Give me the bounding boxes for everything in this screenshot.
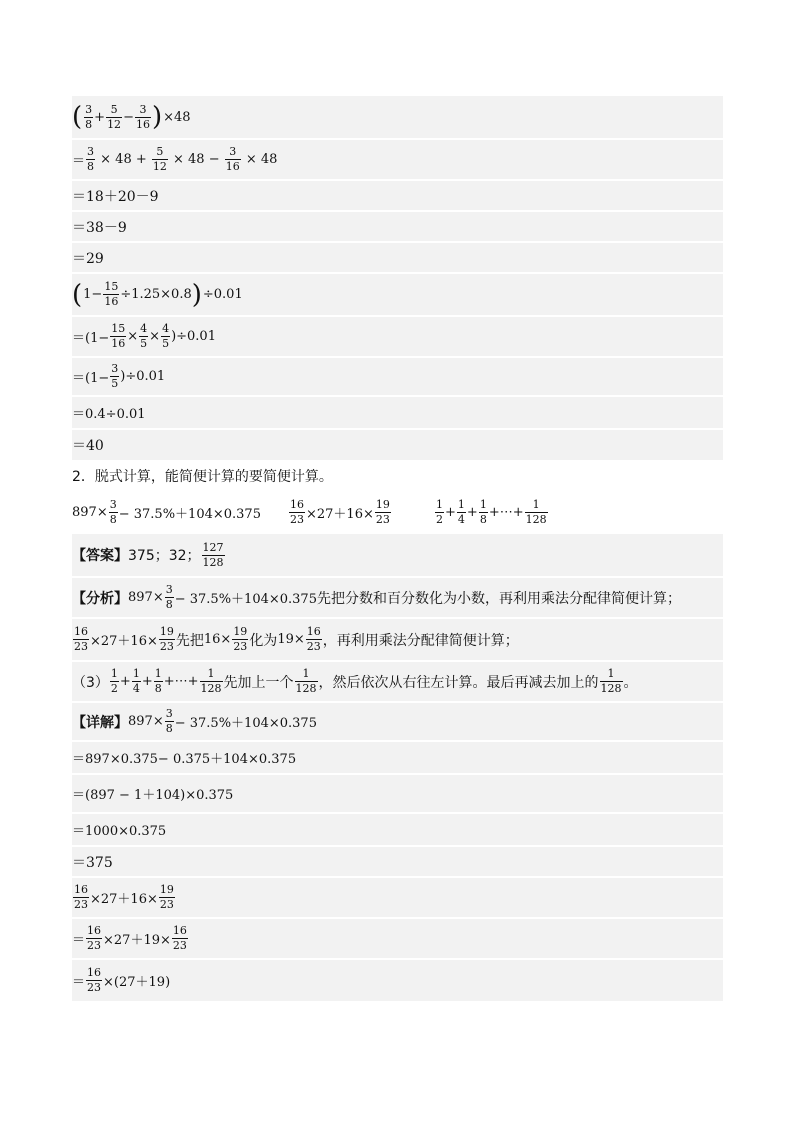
analysis-line-2: $\frac{16}{23}$ ×27＋16× $\frac{19}{23}$ 先把 16× $\frac{19}{23}$ 化为 19× $\frac{16}{23}$ ，再利用乘法分配律简便计算； — [72, 618, 723, 660]
calc-line-1: ( $\frac{3}{8}$ + $\frac{5}{12}$ − $\frac{3}{16}$ ) ×48 — [72, 96, 723, 138]
question-2-expressions — [72, 492, 723, 532]
fraction: $\frac{16}{23}$ — [87, 924, 102, 952]
fraction: $\frac{3}{8}$ — [87, 145, 95, 173]
fraction: $\frac{1}{128}$ — [525, 497, 547, 526]
fraction: $\frac{3}{8}$ — [165, 707, 173, 735]
detail-line-7: ＝ $\frac{16}{23}$ ×27＋19× $\frac{16}{23}$ — [72, 918, 723, 958]
answer-line: 【答案】 375；32； $\frac{127}{128}$ — [72, 534, 723, 576]
analysis-line-3: （3） $\frac{1}{2}$ + $\frac{1}{4}$ + $\frac{1}{8}$ +⋯+ $\frac{1}{128}$ 先加上一个 $\frac{1}{128}$ ，然后依次从右往左计算。最后再减去加上的 $\frac{1}{128}$ 。 — [72, 661, 723, 701]
fraction: $\frac{1}{128}$ — [295, 667, 317, 695]
fraction: $\frac{1}{8}$ — [154, 667, 162, 695]
detail-line-2: ＝897×0.375− 0.375＋104×0.375 — [72, 741, 723, 773]
detail-line-3: ＝(897 − 1＋104)×0.375 — [72, 774, 723, 812]
fraction: $\frac{15}{16}$ — [104, 280, 119, 308]
fraction: $\frac{19}{23}$ — [159, 625, 174, 653]
fraction: $\frac{1}{128}$ — [600, 667, 622, 695]
calc-line-9: ＝0.4÷0.01 — [72, 396, 723, 428]
left-paren: ( — [72, 102, 83, 132]
calc-line-2: ＝ $\frac{3}{8}$ × 48 + $\frac{5}{12}$ × 48 − $\frac{3}{16}$ × 48 — [72, 139, 723, 179]
detail-line-8: ＝ $\frac{16}{23}$ ×(27＋19) — [72, 959, 723, 1001]
detail-line-4: ＝1000×0.375 — [72, 813, 723, 845]
calc-line-4: ＝38－9 — [72, 211, 723, 241]
fraction: $\frac{3}{5}$ — [111, 362, 119, 390]
fraction: $\frac{5}{12}$ — [152, 145, 167, 173]
fraction: $\frac{3}{16}$ — [225, 145, 240, 173]
calc-line-5: ＝29 — [72, 242, 723, 272]
detail-line-5: ＝375 — [72, 846, 723, 876]
calc-line-8: ＝(1− $\frac{3}{5}$ )÷0.01 — [72, 357, 723, 395]
fraction: $\frac{4}{5}$ — [140, 322, 148, 350]
fraction: $\frac{16}{23}$ — [290, 497, 304, 526]
analysis-line-1: 【分析】 897× $\frac{3}{8}$ − 37.5%＋104×0.375 先把分数和百分数化为小数，再利用乘法分配律简便计算； — [72, 577, 723, 617]
fraction: $\frac{1}{2}$ — [110, 667, 118, 695]
expression-1: 897× $\frac{3}{8}$ − 37.5%＋104×0.375 — [72, 497, 261, 526]
fraction: $\frac{3}{8}$ — [109, 497, 117, 526]
fraction: $\frac{16}{23}$ — [74, 625, 88, 653]
fraction: $\frac{5}{12}$ — [107, 102, 122, 131]
right-paren: ) — [191, 279, 202, 310]
fraction: $\frac{16}{23}$ — [172, 924, 187, 952]
fraction: $\frac{3}{8}$ — [165, 583, 173, 611]
detail-line-1: 【详解】 897× $\frac{3}{8}$ − 37.5%＋104×0.375 — [72, 702, 723, 740]
calc-line-10: ＝40 — [72, 429, 723, 460]
fraction: $\frac{1}{8}$ — [479, 497, 487, 526]
fraction: $\frac{16}{23}$ — [74, 883, 88, 911]
fraction: $\frac{19}{23}$ — [375, 497, 390, 526]
fraction: $\frac{16}{23}$ — [87, 966, 102, 994]
calc-line-3: ＝18＋20－9 — [72, 180, 723, 210]
fraction: $\frac{3}{16}$ — [135, 102, 150, 131]
fraction: $\frac{1}{4}$ — [457, 497, 465, 526]
fraction: $\frac{19}{23}$ — [159, 883, 174, 911]
expression-3: $\frac{1}{2}$ + $\frac{1}{4}$ + $\frac{1}{8}$ +⋯+ $\frac{1}{128}$ — [436, 497, 547, 526]
fraction: $\frac{4}{5}$ — [162, 322, 170, 350]
calc-line-6: ( 1− $\frac{15}{16}$ ÷1.25×0.8 ) ÷0.01 — [72, 273, 723, 315]
fraction: $\frac{3}{8}$ — [85, 102, 93, 131]
expression-2: $\frac{16}{23}$ ×27＋16× $\frac{19}{23}$ — [290, 497, 390, 526]
detail-line-6: $\frac{16}{23}$ ×27＋16× $\frac{19}{23}$ — [72, 877, 723, 917]
fraction: $\frac{1}{2}$ — [436, 497, 443, 526]
right-paren: ) — [151, 102, 163, 132]
calc-line-7: ＝(1− $\frac{15}{16}$ × $\frac{4}{5}$ × $\frac{4}{5}$ )÷0.01 — [72, 316, 723, 356]
fraction: $\frac{1}{4}$ — [132, 667, 140, 695]
fraction: $\frac{127}{128}$ — [202, 540, 224, 569]
fraction: $\frac{1}{128}$ — [200, 667, 222, 695]
left-paren: ( — [72, 279, 83, 310]
fraction: $\frac{15}{16}$ — [111, 322, 126, 350]
fraction: $\frac{16}{23}$ — [306, 625, 321, 653]
question-2-title: 2．脱式计算，能简便计算的要简便计算。 — [72, 469, 333, 485]
fraction: $\frac{19}{23}$ — [233, 625, 248, 653]
